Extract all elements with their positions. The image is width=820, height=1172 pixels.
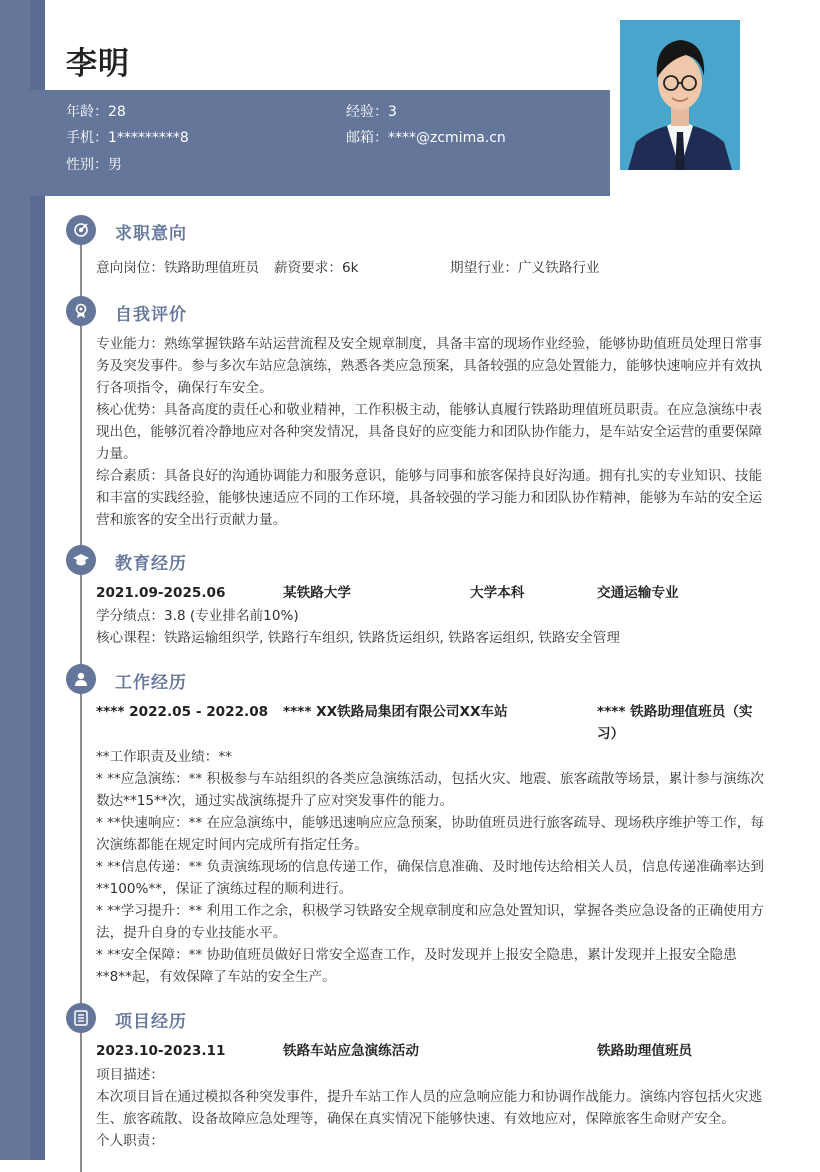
- work-role-cont: 习）: [597, 726, 625, 742]
- project-details: [96, 1064, 766, 1152]
- candidate-name: 李明: [66, 46, 130, 82]
- edu-degree: 大学本科: [470, 585, 525, 601]
- work-detail-line: * **安全保障：** 协助值班员做好日常安全巡查工作，及时发现并上报安全隐患，累计发现并上报安全隐患**8**起，有效保障了车站的安全生产。: [96, 947, 737, 985]
- self-eval-paragraph: 核心优势：具备高度的责任心和敬业精神，工作积极主动，能够认真履行铁路助理值班员职责。在应急演练中表现出色，能够沉着冷静地应对各种突发情况，具备良好的应变能力和团队协作能力，是车站安全运营的重要保障力量。: [96, 402, 763, 462]
- work-detail-line: **工作职责及业绩：**: [96, 749, 232, 765]
- section-title-project: 项目经历: [115, 1012, 187, 1032]
- section-title-work: 工作经历: [115, 673, 187, 693]
- edu-gpa: 学分绩点：3.8 (专业排名前10%): [96, 608, 299, 624]
- section-title-job-intent: 求职意向: [115, 224, 187, 244]
- work-company: **** XX铁路局集团有限公司XX车站: [283, 704, 508, 720]
- intent-industry: 期望行业：广义铁路行业: [450, 260, 600, 276]
- edu-courses: 核心课程：铁路运输组织学, 铁路行车组织, 铁路货运组织, 铁路客运组织, 铁路安全管理: [96, 630, 620, 646]
- target-icon: [66, 215, 96, 245]
- section-title-education: 教育经历: [115, 554, 187, 574]
- person-icon: [66, 664, 96, 694]
- list-icon: [66, 1003, 96, 1033]
- email: 邮箱：****@zcmima.cn: [346, 130, 506, 146]
- work-detail-line: * **快速响应：** 在应急演练中，能够迅速响应应急预案，协助值班员进行旅客疏导、现场秩序维护等工作，每次演练都能在规定时间内完成所有指定任务。: [96, 815, 764, 853]
- work-detail-line: * **应急演练：** 积极参与车站组织的各类应急演练活动，包括火灾、地震、旅客疏散等场景，累计参与演练次数达**15**次，通过实战演练提升了应对突发事件的能力。: [96, 771, 764, 809]
- project-period: 2023.10-2023.11: [96, 1043, 226, 1059]
- edu-period: 2021.09-2025.06: [96, 585, 226, 601]
- work-role: **** 铁路助理值班员（实: [597, 704, 753, 720]
- work-detail-line: * **信息传递：** 负责演练现场的信息传递工作，确保信息准确、及时地传达给相关人员，信息传递准确率达到**100%**，保证了演练过程的顺利进行。: [96, 859, 764, 897]
- profile-photo: [620, 20, 740, 170]
- intent-position: 意向岗位：铁路助理值班员: [96, 260, 260, 276]
- graduation-cap-icon: [66, 545, 96, 575]
- left-stripe: [0, 0, 30, 1160]
- age: 年龄：28: [66, 104, 126, 120]
- edu-school: 某铁路大学: [283, 585, 351, 601]
- edu-major: 交通运输专业: [597, 585, 679, 601]
- self-eval-paragraph: 综合素质：具备良好的沟通协调能力和服务意识，能够与同事和旅客保持良好沟通。拥有扎实的专业知识、技能和丰富的实践经验，能够快速适应不同的工作环境，具备较强的学习能力和团队协作精神，能够为车站的安全运营和旅客的安全出行贡献力量。: [96, 468, 763, 528]
- phone: 手机：1*********8: [66, 130, 189, 146]
- work-detail-line: * **学习提升：** 利用工作之余，积极学习铁路安全规章制度和应急处置知识，掌握各类应急设备的正确使用方法，提升自身的专业技能水平。: [96, 903, 764, 941]
- project-next-label: 个人职责：: [96, 1133, 164, 1149]
- medal-icon: [66, 296, 96, 326]
- project-desc: 本次项目旨在通过模拟各种突发事件，提升车站工作人员的应急响应能力和协调作战能力。演练内容包括火灾逃生、旅客疏散、设备故障应急处理等，确保在真实情况下能够快速、有效地应对，保障旅客生命财产安全。: [96, 1089, 763, 1127]
- intent-salary: 薪资要求：6k: [274, 260, 359, 276]
- project-role: 铁路助理值班员: [597, 1043, 693, 1059]
- self-eval-paragraph: 专业能力：熟练掌握铁路车站运营流程及安全规章制度，具备丰富的现场作业经验，能够协助值班员处理日常事务及突发事件。参与多次车站应急演练，熟悉各类应急预案，具备较强的应急处置能力，能够快速响应并有效执行各项指令，确保行车安全。: [96, 336, 763, 396]
- project-desc-label: 项目描述：: [96, 1067, 164, 1083]
- project-name: 铁路车站应急演练活动: [283, 1043, 419, 1059]
- section-title-self-eval: 自我评价: [115, 305, 187, 325]
- work-details: [96, 746, 766, 988]
- work-period: **** 2022.05 - 2022.08: [96, 704, 269, 720]
- experience: 经验：3: [346, 104, 397, 120]
- gender: 性别：男: [66, 157, 122, 173]
- self-eval-body: [96, 333, 766, 531]
